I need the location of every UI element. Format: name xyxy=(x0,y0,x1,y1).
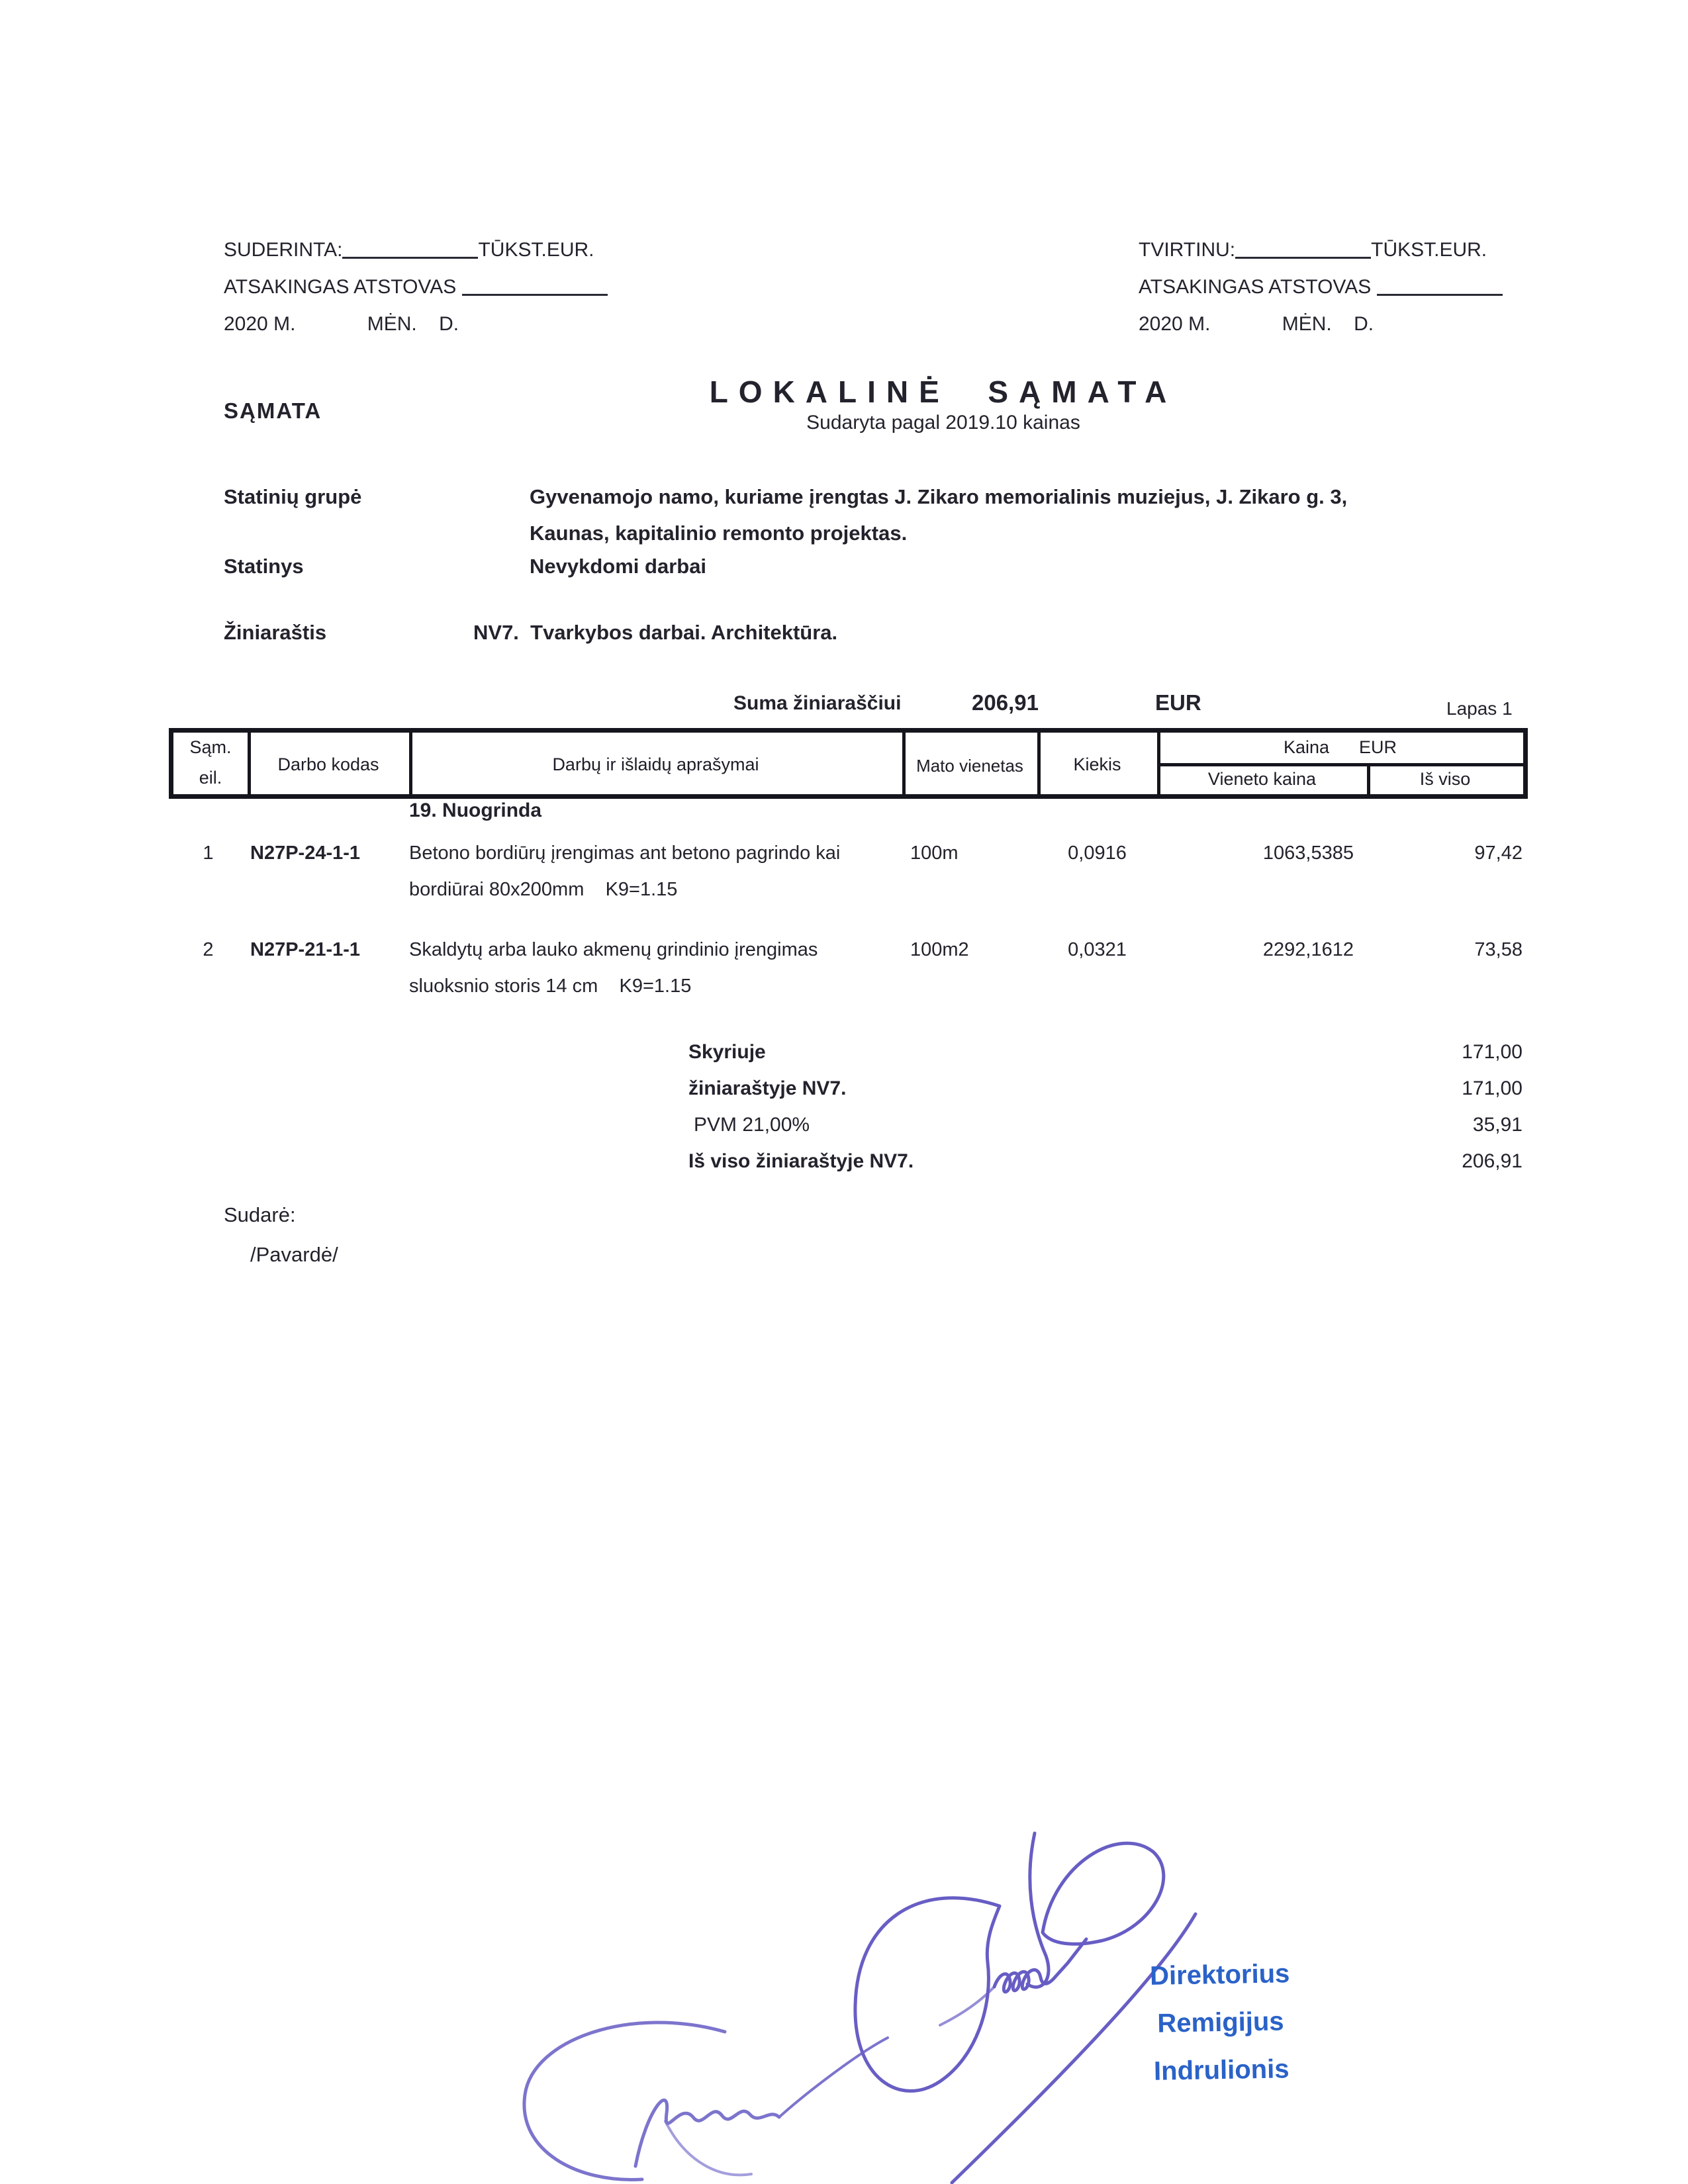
approval-right-line2 xyxy=(1139,269,1642,306)
row-total: 97,42 xyxy=(1474,842,1523,864)
row-unit: 100m2 xyxy=(910,939,969,960)
row-unit-price: 1063,5385 xyxy=(1262,842,1354,864)
approval-left-line1 xyxy=(224,232,727,269)
signature-stroke xyxy=(635,2100,779,2166)
row-work-code: N27P-24-1-1 xyxy=(250,842,361,864)
signature-stroke xyxy=(665,2121,751,2175)
summary-label: Skyriuje xyxy=(688,1041,766,1063)
row-description-line2: bordiūrai 80x200mm K9=1.15 xyxy=(409,879,678,900)
summary-label: PVM 21,00% xyxy=(694,1114,810,1136)
col-header-qty: Kiekis xyxy=(1073,754,1121,774)
row-number: 1 xyxy=(203,842,214,864)
table-row xyxy=(169,835,1528,921)
row-description-line2: sluoksnio storis 14 cm K9=1.15 xyxy=(409,976,692,997)
info-value-ziniarastis: NV7. Tvarkybos darbai. Architektūra. xyxy=(473,621,838,644)
page-title: LOKALINĖ SĄMATA xyxy=(709,375,1178,409)
director-stamp xyxy=(1087,1949,1354,2097)
row-number: 2 xyxy=(203,939,214,960)
row-quantity: 0,0321 xyxy=(1068,939,1127,960)
info-label-ziniarastis: Žiniaraštis xyxy=(224,621,327,644)
col-header-code: Darbo kodas xyxy=(277,754,379,774)
approval-left-unit: TŪKST.EUR. xyxy=(478,239,594,261)
summary-row-ziniarastyje xyxy=(688,1070,1523,1107)
summary-row-pvm xyxy=(688,1107,1523,1143)
sum-line-currency: EUR xyxy=(1155,690,1201,715)
signature-stroke xyxy=(524,2023,725,2180)
col-header-price-total: Iš viso xyxy=(1419,769,1471,789)
approval-left-date: 2020 M. MĖN. D. xyxy=(224,313,459,335)
approval-left-line2 xyxy=(224,269,727,306)
approval-left-title: SUDERINTA: xyxy=(224,239,343,261)
stamp-role: Direktorius xyxy=(1149,1959,1290,1991)
summary-value: 171,00 xyxy=(1462,1077,1523,1099)
col-header-price-group: Kaina EUR xyxy=(1283,737,1397,757)
blank-line xyxy=(1377,274,1503,296)
summary-value: 206,91 xyxy=(1462,1150,1523,1172)
row-description-line1: Betono bordiūrų įrengimas ant betono pagrindo kai xyxy=(409,842,841,864)
composer-name-placeholder: /Pavardė/ xyxy=(250,1243,338,1266)
signature-stroke xyxy=(994,1939,1086,1992)
col-header-no-line2: eil. xyxy=(199,768,222,788)
col-header-desc: Darbų ir išlaidų aprašymai xyxy=(552,754,759,774)
composer-label: Sudarė: xyxy=(224,1203,296,1226)
summary-value: 171,00 xyxy=(1462,1041,1523,1063)
info-label-statiniu-grupe: Statinių grupė xyxy=(224,485,362,508)
approval-right-representative: ATSAKINGAS ATSTOVAS xyxy=(1139,276,1372,298)
approval-block-left xyxy=(224,232,727,343)
blank-line xyxy=(1235,237,1371,259)
col-header-no-line1: Sąm. xyxy=(189,737,232,757)
approval-right-unit: TŪKST.EUR. xyxy=(1371,239,1487,261)
summary-label: žiniaraštyje NV7. xyxy=(688,1077,847,1099)
composer-signature-ink xyxy=(500,2009,897,2184)
page-subtitle: Sudaryta pagal 2019.10 kainas xyxy=(806,412,1080,433)
page-number-label: Lapas 1 xyxy=(1446,698,1513,719)
table-group-title: 19. Nuogrinda xyxy=(409,799,542,821)
signature-stroke xyxy=(1043,1843,1164,1944)
blank-line xyxy=(342,237,478,259)
col-header-unit: Mato vienetas xyxy=(916,756,1023,776)
info-value-statiniu-grupe-line1: Gyvenamojo namo, kuriame įrengtas J. Zikaro memorialinis muziejus, J. Zikaro g. 3, xyxy=(530,485,1348,508)
sum-line-amount: 206,91 xyxy=(972,690,1039,715)
signature-stroke xyxy=(1027,1833,1049,1987)
summary-row-is-viso xyxy=(688,1143,1523,1179)
approval-right-title: TVIRTINU: xyxy=(1139,239,1236,261)
row-work-code: N27P-21-1-1 xyxy=(250,939,361,960)
row-total: 73,58 xyxy=(1474,939,1523,960)
col-header-price-unit: Vieneto kaina xyxy=(1207,769,1317,789)
summary-row-skyriuje xyxy=(688,1034,1523,1070)
estimate-table-header xyxy=(169,728,1528,799)
blank-line xyxy=(462,274,608,296)
signature-stroke xyxy=(779,2038,888,2117)
table-row xyxy=(169,932,1528,1018)
info-value-statiniu-grupe-line2: Kaunas, kapitalinio remonto projektas. xyxy=(530,522,908,545)
summary-value: 35,91 xyxy=(1472,1114,1523,1136)
sum-line-label: Suma žiniaraščiui xyxy=(733,692,902,714)
approval-left-representative: ATSAKINGAS ATSTOVAS xyxy=(224,276,457,298)
row-quantity: 0,0916 xyxy=(1068,842,1127,864)
approval-right-date: 2020 M. MĖN. D. xyxy=(1139,313,1374,335)
approval-block-right xyxy=(1139,232,1642,343)
stamp-name: Remigijus Indrulionis xyxy=(1153,2007,1289,2086)
info-label-statinys: Statinys xyxy=(224,555,304,578)
row-unit-price: 2292,1612 xyxy=(1262,939,1354,960)
doc-label: SĄMATA xyxy=(224,398,322,423)
info-value-statinys: Nevykdomi darbai xyxy=(530,555,707,578)
summary-label: Iš viso žiniaraštyje NV7. xyxy=(688,1150,914,1172)
approval-right-line1 xyxy=(1139,232,1642,269)
row-unit: 100m xyxy=(910,842,959,864)
row-description-line1: Skaldytų arba lauko akmenų grindinio įrengimas xyxy=(409,939,818,960)
